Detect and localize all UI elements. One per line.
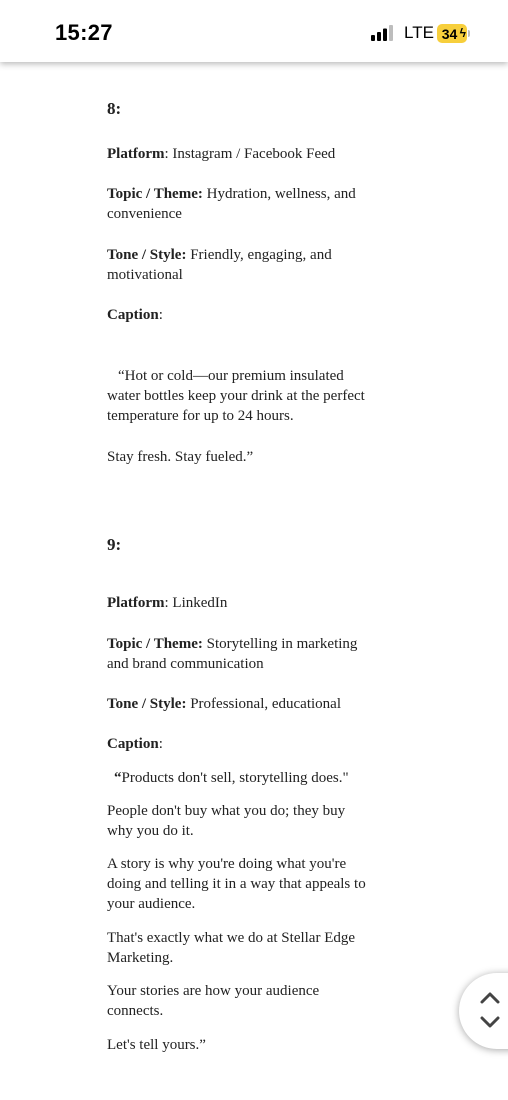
caption-line: temperature for up to 24 hours. [107,408,294,424]
status-bar [0,0,508,62]
topic-value: Storytelling in marketing [202,636,358,652]
topic-value-cont: convenience [107,206,182,222]
platform-value: : LinkedIn [164,595,228,611]
caption-text [107,981,377,1021]
caption-line: A story is why you're doing what you're [107,856,347,872]
chevron-up-icon[interactable] [479,991,501,1005]
topic-line [107,184,377,224]
tone-value-cont: motivational [107,267,183,283]
battery-level: 34 [441,25,458,42]
tone-value: Professional, educational [186,696,341,712]
caption-line: doing and telling it in a way that appeals to [107,876,366,892]
caption-line: connects. [107,1003,164,1019]
topic-label: Topic / Theme: [107,186,203,202]
caption-colon: : [158,736,163,752]
quote-mark: “ [114,770,122,786]
tone-line [107,245,377,285]
caption-line: why you do it. [107,823,194,839]
caption-line: “Hot or cold—our premium insulated [118,368,344,384]
caption-label: Caption [107,307,159,323]
topic-value-cont: and brand communication [107,656,264,672]
caption-label-line [107,305,377,325]
caption-line: Marketing. [107,950,174,966]
caption-text [107,366,377,426]
caption-text: Stay fresh. Stay fueled.” [107,449,254,465]
platform-label: Platform [107,595,165,611]
caption-text: Let's tell yours.” [107,1037,206,1053]
caption-line: People don't buy what you do; they buy [107,803,346,819]
caption-line: That's exactly what we do at Stellar Edge [107,930,356,946]
status-time: 15:27 [55,20,113,45]
post-number: 9: [107,535,122,554]
tone-line [107,694,377,714]
platform-value: : Instagram / Facebook Feed [164,146,336,162]
scroll-nav-button[interactable] [459,973,508,1049]
caption-quote [107,768,377,788]
topic-line [107,634,377,674]
caption-line: water bottles keep your drink at the perfect [107,388,365,404]
topic-value: Hydration, wellness, and [202,186,356,202]
post-number: 8: [107,99,122,118]
signal-bars-icon [371,25,395,41]
caption-colon: : [158,307,163,323]
tone-value: Friendly, engaging, and [186,247,332,263]
caption-text [107,928,377,968]
caption-line: Your stories are how your audience [107,983,320,999]
caption-line: your audience. [107,896,196,912]
quote-text: Products don't sell, storytelling does." [121,770,349,786]
battery-indicator [437,24,467,43]
battery-nub [468,30,470,37]
tone-label: Tone / Style: [107,247,187,263]
bolt-icon: ϟ [459,26,466,40]
platform-label: Platform [107,146,165,162]
caption-text [107,801,377,841]
platform-line [107,593,377,613]
caption-label-line [107,734,377,754]
topic-label: Topic / Theme: [107,636,203,652]
caption-label: Caption [107,736,159,752]
tone-label: Tone / Style: [107,696,187,712]
chevron-down-icon[interactable] [479,1015,501,1029]
caption-text [107,854,377,914]
platform-line [107,144,377,164]
network-label: LTE [404,23,434,42]
